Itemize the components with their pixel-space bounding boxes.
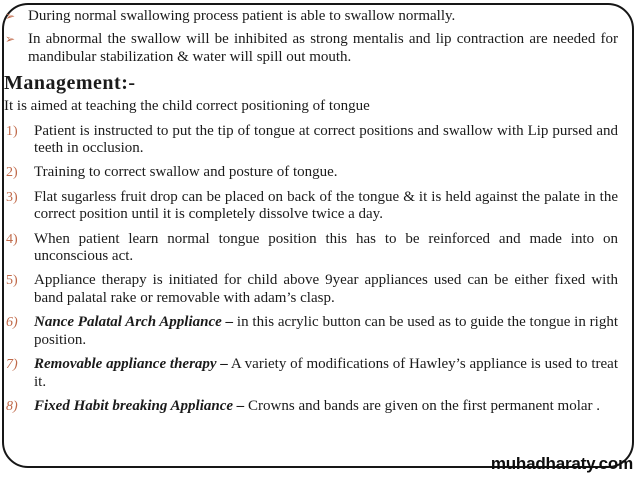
- item-number: 4): [6, 231, 18, 247]
- arrow-bullet-icon: ➢: [5, 9, 16, 23]
- item-text: Appliance therapy is initiated for child above 9year appliances used can be either fixed with band palatal rake or removable with adam’s clasp.: [34, 272, 618, 306]
- bullet-text: During normal swallowing process patient is able to swallow normally.: [28, 8, 456, 24]
- numbered-item: [4, 272, 634, 307]
- numbered-item: [4, 398, 634, 415]
- numbered-item: [4, 314, 634, 349]
- item-text: Flat sugarless fruit drop can be placed on back of the tongue & it is held against the palate in the correct position until it is completely dissolve twice a day.: [34, 188, 618, 223]
- numbered-item: [4, 164, 634, 181]
- item-text: [34, 356, 634, 391]
- item-number: 6): [6, 315, 18, 331]
- item-number: 8): [6, 398, 18, 414]
- numbered-item: [4, 231, 634, 266]
- item-number: 2): [6, 165, 18, 181]
- item-lead: Removable appliance therapy –: [34, 356, 228, 373]
- arrow-bullet-icon: ➢: [5, 32, 16, 47]
- item-text: When patient learn normal tongue position this has to be reinforced and made into on unconscious act.: [34, 230, 618, 265]
- slide-content: [4, 8, 634, 422]
- item-text-rest: Crowns and bands are given on the first permanent molar .: [248, 397, 601, 414]
- numbered-item: [4, 123, 634, 158]
- bullet-item: [4, 8, 634, 25]
- item-number: 5): [6, 273, 18, 289]
- section-heading: Management:-: [4, 72, 136, 95]
- item-text: Patient is instructed to put the tip of tongue at correct positions and swallow with Lip pursed and teeth in occlusion.: [34, 122, 618, 157]
- bullet-item: [4, 31, 634, 66]
- item-number: 1): [6, 123, 18, 139]
- numbered-item: [4, 189, 634, 224]
- item-text: [34, 314, 634, 349]
- intro-text: It is aimed at teaching the child correct positioning of tongue: [4, 98, 370, 115]
- item-lead: Nance Palatal Arch Appliance –: [34, 314, 234, 331]
- item-text-rest: in this acrylic button can be used as to guide the tongue in right position.: [34, 314, 618, 348]
- item-text: Training to correct swallow and posture of tongue.: [34, 164, 338, 181]
- item-number: 7): [6, 357, 18, 373]
- item-lead: Fixed Habit breaking Appliance –: [34, 397, 245, 414]
- numbered-item: [4, 356, 634, 391]
- watermark: muhadharaty.com: [490, 454, 633, 473]
- bullet-text: In abnormal the swallow will be inhibited as strong mentalis and lip contraction are needed for mandibular stabilization & water will spill out mouth.: [28, 31, 618, 65]
- item-text: [34, 398, 634, 415]
- item-text-rest: A variety of modifications of Hawley’s appliance is used to treat it.: [34, 356, 618, 390]
- item-number: 3): [6, 189, 18, 205]
